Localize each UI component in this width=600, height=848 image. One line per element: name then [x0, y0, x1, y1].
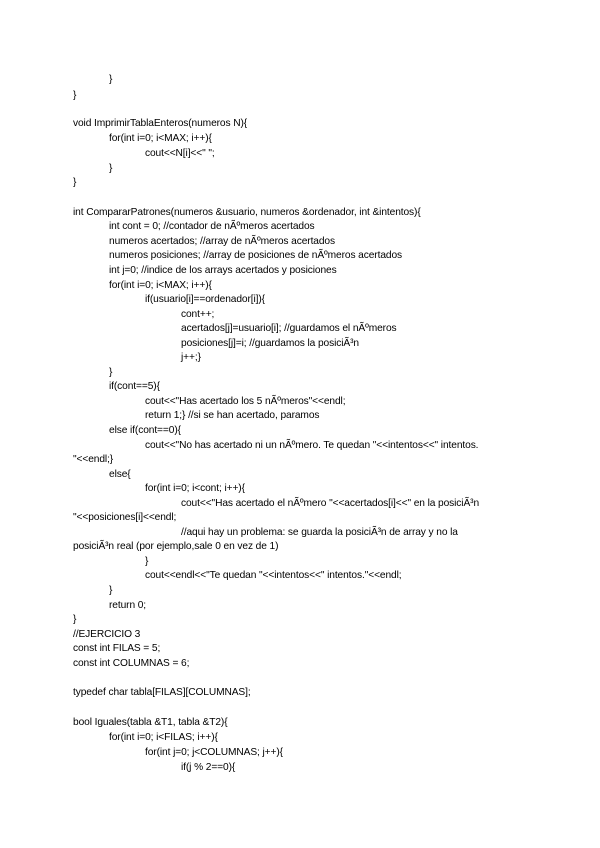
code-line: "<<endl;}: [73, 454, 114, 465]
code-line: }: [73, 177, 77, 188]
code-line: //EJERCICIO 3: [73, 629, 141, 640]
code-line: const int FILAS = 5;: [73, 643, 161, 654]
code-line: for(int j=0; j<COLUMNAS; j++){: [145, 747, 283, 758]
code-line: posiciÃ³n real (por ejemplo,sale 0 en vez de 1): [73, 541, 279, 552]
code-line: numeros posiciones; //array de posiciones de nÃºmeros acertados: [109, 250, 403, 261]
code-line: else{: [109, 469, 131, 480]
code-line: cout<<N[i]<<" ";: [145, 148, 215, 159]
code-line: "<<posiciones[i]<<endl;: [73, 512, 177, 523]
code-line: for(int i=0; i<cont; i++){: [145, 483, 245, 494]
code-line: cout<<"Has acertado los 5 nÃºmeros"<<endl;: [145, 396, 346, 407]
code-line: cout<<endl<<"Te quedan "<<intentos<<" intentos."<<endl;: [145, 570, 402, 581]
code-line: cout<<"No has acertado ni un nÃºmero. Te quedan "<<intentos<<" intentos.: [145, 440, 479, 451]
code-line: }: [73, 614, 77, 625]
code-line: }: [145, 556, 149, 567]
code-line: }: [73, 90, 77, 101]
code-line: }: [109, 74, 113, 85]
code-line: cout<<"Has acertado el nÃºmero "<<acertados[i]<<" en la posiciÃ³n: [181, 498, 480, 509]
code-line: void ImprimirTablaEnteros(numeros N){: [73, 118, 248, 129]
code-line: }: [109, 163, 113, 174]
code-line: acertados[j]=usuario[i]; //guardamos el nÃºmeros: [181, 323, 397, 334]
code-line: //aqui hay un problema: se guarda la posiciÃ³n de array y no la: [181, 527, 458, 538]
code-line: if(usuario[i]==ordenador[i]){: [145, 294, 265, 305]
code-line: return 1;} //si se han acertado, paramos: [145, 410, 320, 421]
code-line: numeros acertados; //array de nÃºmeros acertados: [109, 236, 335, 247]
code-line: int CompararPatrones(numeros &usuario, numeros &ordenador, int &intentos){: [73, 207, 421, 218]
code-line: typedef char tabla[FILAS][COLUMNAS];: [73, 687, 251, 698]
code-line: j++;}: [181, 352, 201, 363]
code-line: if(cont==5){: [109, 381, 160, 392]
code-line: bool Iguales(tabla &T1, tabla &T2){: [73, 717, 228, 728]
code-line: for(int i=0; i<FILAS; i++){: [109, 732, 218, 743]
code-line: }: [109, 585, 113, 596]
code-line: if(j % 2==0){: [181, 762, 236, 773]
code-line: else if(cont==0){: [109, 425, 181, 436]
code-line: for(int i=0; i<MAX; i++){: [109, 280, 212, 291]
code-line: posiciones[j]=i; //guardamos la posiciÃ³n: [181, 338, 359, 349]
code-line: int j=0; //indice de los arrays acertados y posiciones: [109, 265, 337, 276]
code-line: for(int i=0; i<MAX; i++){: [109, 133, 212, 144]
code-line: }: [109, 367, 113, 378]
code-line: cont++;: [181, 309, 215, 320]
code-line: return 0;: [109, 600, 147, 611]
code-line: const int COLUMNAS = 6;: [73, 658, 190, 669]
code-line: int cont = 0; //contador de nÃºmeros acertados: [109, 221, 315, 232]
